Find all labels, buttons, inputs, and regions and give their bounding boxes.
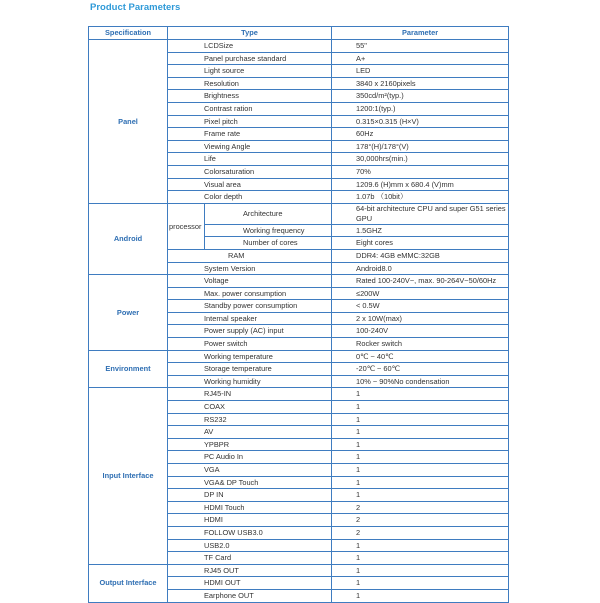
type-cell: Number of cores xyxy=(205,237,332,250)
section-label-input: Input Interface xyxy=(89,388,168,564)
parameter-cell: 3840 x 2160pixels xyxy=(332,77,509,90)
page-title: Product Parameters xyxy=(90,2,181,13)
parameter-cell: A+ xyxy=(332,52,509,65)
parameter-cell: 178°(H)/178°(V) xyxy=(332,140,509,153)
type-cell: Colorsaturation xyxy=(168,165,332,178)
header-type: Type xyxy=(168,27,332,40)
parameter-cell: 70% xyxy=(332,165,509,178)
type-cell: VGA& DP Touch xyxy=(168,476,332,489)
parameter-cell: Rated 100-240V~, max. 90-264V~50/60Hz xyxy=(332,275,509,288)
type-cell: DP IN xyxy=(168,489,332,502)
type-cell: RAM xyxy=(168,249,332,262)
parameter-cell: < 0.5W xyxy=(332,300,509,313)
type-cell: USB2.0 xyxy=(168,539,332,552)
type-cell: COAX xyxy=(168,401,332,414)
parameter-cell: 60Hz xyxy=(332,128,509,141)
parameter-cell: 1 xyxy=(332,426,509,439)
parameter-cell: 1 xyxy=(332,552,509,565)
parameter-cell: 1 xyxy=(332,388,509,401)
header-row xyxy=(89,27,509,40)
type-cell: Earphone OUT xyxy=(168,589,332,602)
parameter-cell: 2 xyxy=(332,526,509,539)
type-cell: Brightness xyxy=(168,90,332,103)
type-cell: LCDSize xyxy=(168,40,332,53)
type-cell: Working temperature xyxy=(168,350,332,363)
parameter-cell: 1.07b （10bit） xyxy=(332,191,509,204)
parameter-cell: 55" xyxy=(332,40,509,53)
parameter-cell: Android8.0 xyxy=(332,262,509,275)
parameter-cell: 1 xyxy=(332,401,509,414)
type-cell: Max. power consumption xyxy=(168,287,332,300)
type-cell: Voltage xyxy=(168,275,332,288)
table-row xyxy=(89,203,509,224)
header-specification: Specification xyxy=(89,27,168,40)
type-cell: Architecture xyxy=(205,203,332,224)
type-cell: System Version xyxy=(168,262,332,275)
type-cell: HDMI Touch xyxy=(168,501,332,514)
parameter-cell: 1 xyxy=(332,577,509,590)
parameter-cell: 30,000hrs(min.) xyxy=(332,153,509,166)
table-row xyxy=(89,40,509,53)
parameter-cell: 1 xyxy=(332,539,509,552)
parameter-cell: 64-bit architecture CPU and super G51 series GPU xyxy=(332,203,509,224)
type-cell: Light source xyxy=(168,65,332,78)
parameter-cell: 1 xyxy=(332,489,509,502)
type-cell: PC Audio In xyxy=(168,451,332,464)
type-cell: Panel purchase standard xyxy=(168,52,332,65)
parameter-cell: 1 xyxy=(332,413,509,426)
type-cell: Working humidity xyxy=(168,375,332,388)
parameter-cell: 1209.6 (H)mm x 680.4 (V)mm xyxy=(332,178,509,191)
type-cell: Visual area xyxy=(168,178,332,191)
parameter-cell: 1 xyxy=(332,476,509,489)
type-cell: Resolution xyxy=(168,77,332,90)
section-label-output: Output Interface xyxy=(89,564,168,602)
spec-table xyxy=(88,26,509,603)
processor-label: processor xyxy=(168,203,205,249)
type-cell: Contrast ration xyxy=(168,102,332,115)
parameter-cell: Rocker switch xyxy=(332,338,509,351)
parameter-cell: 1 xyxy=(332,464,509,477)
section-label-panel: Panel xyxy=(89,40,168,204)
type-cell: VGA xyxy=(168,464,332,477)
parameter-cell: 2 xyxy=(332,501,509,514)
type-cell: Frame rate xyxy=(168,128,332,141)
parameter-cell: Eight cores xyxy=(332,237,509,250)
parameter-cell: 1 xyxy=(332,451,509,464)
type-cell: FOLLOW USB3.0 xyxy=(168,526,332,539)
type-cell: Power switch xyxy=(168,338,332,351)
parameter-cell: 10% ~ 90%No condensation xyxy=(332,375,509,388)
table-row xyxy=(89,388,509,401)
section-label-android: Android xyxy=(89,203,168,274)
type-cell: RJ45-IN xyxy=(168,388,332,401)
type-cell: Pixel pitch xyxy=(168,115,332,128)
type-cell: Power supply (AC) input xyxy=(168,325,332,338)
type-cell: Life xyxy=(168,153,332,166)
parameter-cell: 2 xyxy=(332,514,509,527)
parameter-cell: 1200:1(typ.) xyxy=(332,102,509,115)
header-parameter: Parameter xyxy=(332,27,509,40)
section-label-power: Power xyxy=(89,275,168,351)
parameter-cell: LED xyxy=(332,65,509,78)
parameter-cell: 0℃ ~ 40℃ xyxy=(332,350,509,363)
type-cell: RJ45 OUT xyxy=(168,564,332,577)
type-cell: Internal speaker xyxy=(168,312,332,325)
table-row xyxy=(89,350,509,363)
type-cell: Color depth xyxy=(168,191,332,204)
type-cell: Viewing Angle xyxy=(168,140,332,153)
parameter-cell: 1 xyxy=(332,438,509,451)
type-cell: TF Card xyxy=(168,552,332,565)
table-row xyxy=(89,564,509,577)
parameter-cell: -20℃ ~ 60℃ xyxy=(332,363,509,376)
parameter-cell: ≤200W xyxy=(332,287,509,300)
parameter-cell: 1.5GHZ xyxy=(332,224,509,237)
type-cell: Storage temperature xyxy=(168,363,332,376)
parameter-cell: 0.315×0.315 (H×V) xyxy=(332,115,509,128)
type-cell: RS232 xyxy=(168,413,332,426)
type-cell: Working frequency xyxy=(205,224,332,237)
type-cell: Standby power consumption xyxy=(168,300,332,313)
parameter-cell: 350cd/m²(typ.) xyxy=(332,90,509,103)
type-cell: HDMI OUT xyxy=(168,577,332,590)
parameter-cell: 1 xyxy=(332,589,509,602)
parameter-cell: 2 x 10W(max) xyxy=(332,312,509,325)
parameter-cell: 1 xyxy=(332,564,509,577)
type-cell: HDMI xyxy=(168,514,332,527)
type-cell: AV xyxy=(168,426,332,439)
type-cell: YPBPR xyxy=(168,438,332,451)
parameter-cell: DDR4: 4GB eMMC:32GB xyxy=(332,249,509,262)
parameter-cell: 100-240V xyxy=(332,325,509,338)
section-label-environment: Environment xyxy=(89,350,168,388)
table-row xyxy=(89,275,509,288)
